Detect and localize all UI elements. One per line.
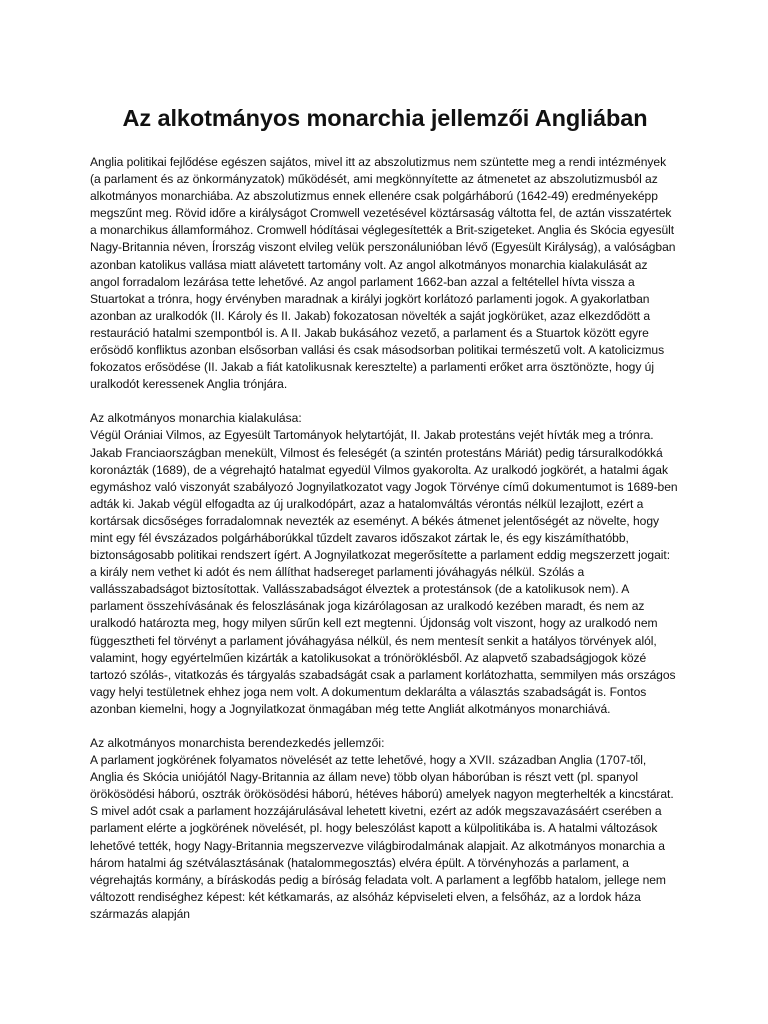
- document-title: Az alkotmányos monarchia jellemzői Angliában: [122, 105, 648, 131]
- section-paragraph: Végül Orániai Vilmos, az Egyesült Tartományok helytartóját, II. Jakab protestáns vejét hívták meg a trónra. Jakab Franciaországban menekült, Vilmost és feleségét (a szintén protestáns Máriát) pedig társuralkodókká koronázták (1689), de a végrehajtó hatalmat egyedül Vilmos gyakorolta. Az uralkodó jogkörét, a hatalmi ágak egymáshoz való viszonyát szabályozó Jognyilatkozatot vagy Jogok Törvénye című dokumentumot is 1689-ben adták ki. Jakab végül elfogadta az új uralkodópárt, azaz a hatalomváltás vérontás nélkül lezajlott, ezért a kortársak dicsőséges forradalomnak nevezték az eseményt. A békés átmenet jelentőségét az növelte, hogy mint egy fél évszázados polgárháborúkkal tűzdelt zavaros időszakot zártak le, és egy kiszámíthatóbb, biztonságosabb politikai rendszert ígért. A Jognyilatkozat megerősítette a parlament eddig megszerzett jogait: a király nem vethet ki adót és nem állíthat hadsereget parlamenti jóváhagyás nélkül. Szólás a vallásszabadságot biztosítottak. Vallásszabadságot élveztek a protestánsok (de a katolikusok nem). A parlament összehívásának és feloszlásának joga kizárólagosan az uralkodó kezében maradt, és nem az uralkodó határozta meg, hogy milyen sűrűn kell ezt megtenni. Újdonság volt viszont, hogy az uralkodó nem függesztheti fel törvényt a parlament jóváhagyása nélkül, és nem mentesít senkit a hatályos törvények alól, valamint, hogy egyértelműen kizárták a katolikusokat a trónöröklésből. Az alapvető szabadságjogok közé tartozó szólás-, vitatkozás és tárgyalás szabadságát csak a parlament korlátozhatta, semmilyen más országos vagy helyi testületnek ehhez joga nem volt. A dokumentum deklarálta a választás szabadságát is. Fontos azonban kiemelni, hogy a Jognyilatkozat önmagában még tette Angliát alkotmányos monarchiává.: [90, 428, 678, 716]
- section-formation: [90, 410, 680, 718]
- intro-paragraph: Anglia politikai fejlődése egészen sajátos, mivel itt az abszolutizmus nem szüntette meg a rendi intézmények (a parlament és az önkormányzatok) működését, ami megkönnyítette az átmenetet az abszolutizmusból az alkotmányos monarchiába. Az abszolutizmus ennek ellenére csak polgárháború (1642-49) eredményeképp megszűnt meg. Rövid időre a királyságot Cromwell vezetésével köztársaság váltotta fel, de aztán visszatértek a monarchikus államformához. Cromwell hódításai véglegesítették a Brit-szigeteket. Anglia és Skócia egyesült Nagy-Britannia néven, Írország viszont elvileg velük perszonálunióban lévő (Egyesült Királyság), a valóságban azonban katolikus vallása miatt alávetett tartomány volt. Az angol alkotmányos monarchia kialakulását az angol forradalom lezárása tette lehetővé. Az angol parlament 1662-ban azzal a feltétellel hívta vissza a Stuartokat a trónra, hogy érvényben maradnak a királyi jogkört korlátozó parlamenti jogok. A gyakorlatban azonban az uralkodók (II. Károly és II. Jakab) fokozatosan növelték a saját jogkörüket, azaz elkezdődött a restauráció hatalmi szempontból is. A II. Jakab bukásához vezető, a parlament és a Stuartok között egyre erősödő konfliktus azonban elsősorban vallási és csak másodsorban politikai természetű volt. A katolicizmus fokozatos erősödése (II. Jakab a fiát katolikusnak keresztelte) a parlamenti erőket arra ösztönözte, hogy új uralkodót keressenek Anglia trónjára.: [90, 155, 676, 392]
- section-heading: Az alkotmányos monarchista berendezkedés jellemzői:: [90, 736, 385, 750]
- section-paragraph: A parlament jogkörének folyamatos növelését az tette lehetővé, hogy a XVII. században Anglia (1707-től, Anglia és Skócia uniójától Nagy-Britannia az állam neve) több olyan háborúban is részt vett (pl. spanyol örökösödési háború, osztrák örökösödési háború, hétéves háború) amelyek nagyon megterhelték a kincstárat. S mivel adót csak a parlament hozzájárulásával lehetett kivetni, ezért az adók megszavazásáért cserében a parlament elérte a jogkörének növelését, pl. hogy beleszólást kapott a külpolitikába is. A hatalmi változások lehetővé tették, hogy Nagy-Britannia megszervezve világbirodalmának alapjait. Az alkotmányos monarchia a három hatalmi ág szétválasztásának (hatalommegosztás) elvéra épült. A törvényhozás a parlament, a végrehajtás kormány, a bíráskodás pedig a bíróság feladata volt. A parlament a legfőbb hatalom, jellege nem változott rendiséghez képest: két kétkamarás, az alsóház képviseleti elven, a felsőház, az a lordok háza származás alapján: [90, 753, 674, 921]
- section-characteristics: [90, 735, 680, 923]
- section-heading: Az alkotmányos monarchia kialakulása:: [90, 411, 302, 426]
